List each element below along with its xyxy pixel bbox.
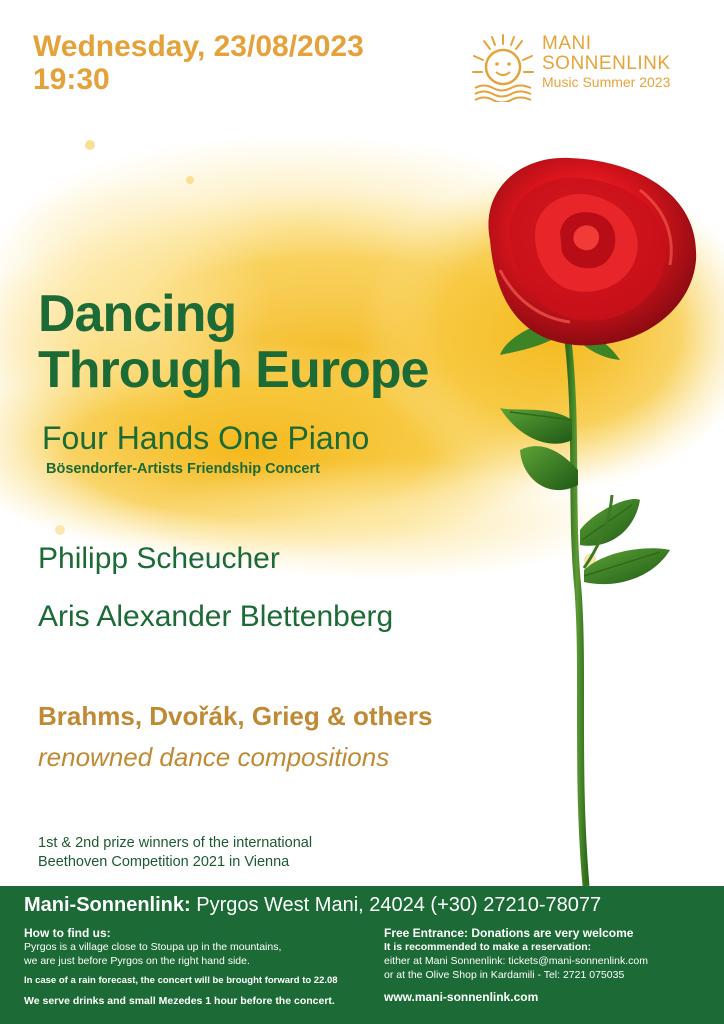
- event-title: [38, 286, 428, 398]
- event-title-line-1: Dancing: [38, 285, 237, 343]
- venue-name: Mani-Sonnenlink:: [24, 894, 191, 916]
- directions: [24, 926, 384, 1008]
- directions-heading: How to find us:: [24, 926, 111, 940]
- venue-line: [24, 894, 601, 917]
- artist-name: Philipp Scheucher: [38, 542, 280, 575]
- composers: Brahms, Dvořák, Grieg & others: [38, 701, 433, 731]
- directions-line-1: Pyrgos is a village close to Stoupa up in the mountains,: [24, 941, 282, 953]
- event-time: 19:30: [33, 63, 110, 96]
- reservation-email-line[interactable]: either at Mani Sonnenlink: tickets@mani-sonnenlink.com: [384, 955, 648, 967]
- prize-info: [38, 834, 312, 872]
- rose-illustration: [460, 150, 724, 886]
- sun-face-icon: [470, 32, 536, 102]
- venue-address: Pyrgos West Mani, 24024 (+30) 27210-78077: [196, 894, 602, 916]
- prize-line-1: 1st & 2nd prize winners of the international: [38, 835, 313, 851]
- footer-info: [0, 886, 724, 1024]
- event-tagline: Bösendorfer-Artists Friendship Concert: [46, 461, 320, 477]
- directions-line-2: we are just before Pyrgos on the right hand side.: [24, 955, 250, 967]
- prize-line-2: Beethoven Competition 2021 in Vienna: [38, 854, 290, 870]
- artist-name: Aris Alexander Blettenberg: [38, 600, 394, 633]
- festival-logo: [470, 32, 710, 102]
- event-title-line-2: Through Europe: [38, 341, 429, 399]
- event-datetime: [33, 30, 364, 96]
- reservation-phone-line: or at the Olive Shop in Kardamili - Tel: 2721 075035: [384, 969, 625, 981]
- logo-line-2: SONNENLINK: [542, 53, 671, 74]
- rain-note: In case of a rain forecast, the concert will be brought forward to 22.08: [24, 975, 338, 986]
- event-subtitle: Four Hands One Piano: [42, 420, 370, 456]
- entrance-heading: Free Entrance: Donations are very welcome: [384, 926, 634, 940]
- website-link[interactable]: www.mani-sonnenlink.com: [384, 990, 539, 1004]
- logo-line-1: MANI: [542, 33, 592, 54]
- reservation-note: It is recommended to make a reservation:: [384, 941, 592, 953]
- reservation-info: [384, 926, 714, 1004]
- event-date: Wednesday, 23/08/2023: [33, 30, 364, 63]
- logo-line-3: Music Summer 2023: [542, 74, 671, 90]
- drinks-note: We serve drinks and small Mezedes 1 hour before the concert.: [24, 995, 335, 1007]
- composers-description: renowned dance compositions: [38, 742, 390, 772]
